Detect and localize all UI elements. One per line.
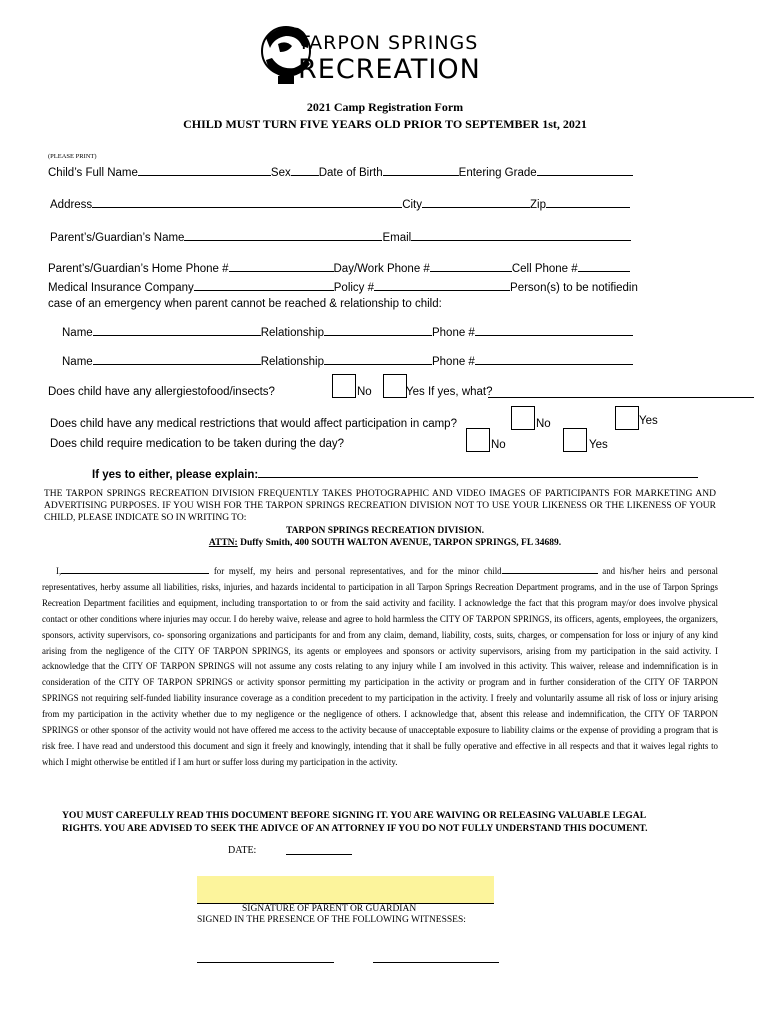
attn-address: Duffy Smith, 400 SOUTH WALTON AVENUE, TARPON SPRINGS, FL 34689. bbox=[237, 538, 562, 548]
home-phone-field[interactable] bbox=[229, 260, 334, 272]
address-row bbox=[50, 196, 630, 211]
medication-question: Does child require medication to be taken during the day? bbox=[50, 438, 345, 450]
contact-phone-label: Phone # bbox=[431, 327, 475, 339]
cell-phone-field[interactable] bbox=[578, 260, 630, 272]
contact-phone-field[interactable] bbox=[475, 353, 633, 365]
contact-row-2 bbox=[62, 353, 633, 368]
medication-yes-label: Yes bbox=[589, 439, 608, 451]
contact-phone-label: Phone # bbox=[431, 356, 475, 368]
medication-no-checkbox[interactable] bbox=[466, 428, 490, 452]
logo-line2: RECREATION bbox=[298, 54, 481, 85]
zip-label: Zip bbox=[530, 199, 546, 211]
explain-field[interactable] bbox=[258, 466, 698, 478]
allergies-no-checkbox[interactable] bbox=[332, 374, 356, 398]
city-label: City bbox=[402, 199, 422, 211]
witness-label: SIGNED IN THE PRESENCE OF THE FOLLOWING WITNESSES: bbox=[197, 915, 466, 925]
contact-phone-field[interactable] bbox=[475, 324, 633, 336]
policy-field[interactable] bbox=[374, 279, 510, 291]
allergies-yes-checkbox[interactable] bbox=[383, 374, 407, 398]
emergency-note: case of an emergency when parent cannot be reached & relationship to child: bbox=[48, 298, 442, 310]
insurance-label: Medical Insurance Company bbox=[48, 282, 194, 294]
signature-field[interactable] bbox=[197, 876, 494, 904]
waiver-child-field[interactable] bbox=[502, 564, 598, 574]
allergies-no-label: No bbox=[357, 386, 372, 398]
guardian-name-field[interactable] bbox=[184, 229, 382, 241]
notice-attn bbox=[0, 537, 770, 549]
please-print-label: (PLEASE PRINT) bbox=[48, 153, 97, 160]
address-field[interactable] bbox=[92, 196, 402, 208]
witness-2-field[interactable] bbox=[373, 962, 499, 963]
allergies-question: Does child have any allergiestofood/insects? bbox=[48, 386, 275, 398]
explain-row bbox=[92, 466, 698, 481]
waiver-part1: for myself, my heirs and personal representatives, and for the minor child bbox=[213, 566, 502, 576]
work-phone-field[interactable] bbox=[430, 260, 512, 272]
guardian-name-label: Parent’s/Guardian’s Name bbox=[50, 232, 185, 244]
form-subtitle: CHILD MUST TURN FIVE YEARS OLD PRIOR TO SEPTEMBER 1st, 2021 bbox=[183, 117, 587, 131]
child-info-row bbox=[48, 164, 633, 179]
contact-name-label: Name bbox=[62, 356, 93, 368]
cell-phone-label: Cell Phone # bbox=[511, 263, 578, 275]
medication-no-label: No bbox=[491, 439, 506, 451]
address-label: Address bbox=[50, 199, 93, 211]
date-field[interactable] bbox=[286, 854, 352, 855]
insurance-row bbox=[48, 279, 638, 294]
home-phone-label: Parent’s/Guardian’s Home Phone # bbox=[48, 263, 229, 275]
dob-field[interactable] bbox=[383, 164, 459, 176]
city-field[interactable] bbox=[422, 196, 530, 208]
notify-label: Person(s) to be notifiedin bbox=[510, 282, 638, 294]
zip-field[interactable] bbox=[546, 196, 630, 208]
allergies-field[interactable] bbox=[488, 397, 754, 398]
dob-label: Date of Birth bbox=[318, 167, 383, 179]
waiver-name-field[interactable] bbox=[61, 564, 209, 574]
allergies-yes-label: Yes If yes, what? bbox=[406, 386, 493, 398]
explain-label: If yes to either, please explain: bbox=[92, 469, 259, 481]
medical-yes-label: Yes bbox=[639, 415, 658, 427]
sex-label: Sex bbox=[270, 167, 291, 179]
date-label: DATE: bbox=[228, 845, 257, 856]
guardian-row bbox=[50, 229, 631, 244]
waiver-intro: I, bbox=[56, 566, 62, 576]
form-title: 2021 Camp Registration Form bbox=[306, 100, 464, 114]
logo bbox=[258, 18, 498, 88]
contact-relationship-field[interactable] bbox=[324, 353, 432, 365]
medical-yes-checkbox[interactable] bbox=[615, 406, 639, 430]
witness-1-field[interactable] bbox=[197, 962, 334, 963]
notice-division: TARPON SPRINGS RECREATION DIVISION. bbox=[285, 526, 485, 536]
waiver-body: and his/her heirs and personal representatives, herby assume all liabilities, risks, injuries, and hazards incidental to participation in all Tarpon Springs Recreation Department programs, and in the use of Tarpon Springs Recreation Department facilities and equipment, including transportation to or from the said activity and facility. I acknowledge the fact that this program may/or does involve physical contact or other conditions where injuries may occur. I do hereby waive, release and agree to hold harmless the CITY OF TARPON SPRINGS, its officers, agents, employees, the organizers, sponsors, activity supervisors, co- sponsoring organizations and participants for and from any claim, demand, liability, costs, suits, charges, or compensation for loss or injury of any kind arising from the negligence of the CITY OF TARPON SPRINGS, its agents or employees and sponsors or activity supervisors, arising from my participation in the said activity. I acknowledge that the CITY OF TARPON SPRINGS will not assume any costs relating to any injury while I am involved in this activity. This waiver, release and indemnification is in consideration of the CITY OF TARPON SPRINGS or activity sponsor permitting my participation in the activity or program and in further consideration of the CITY OF TARPON SPRINGS not requiring self-funded liability insurance coverage as a condition precedent to my participation in the activity. I freely and voluntarily assume all risk of loss or injury arising from my participation in the activity whether due to my negligence or the negligence of others. I acknowledge that, absent this release and indemnification, the CITY OF TARPON SPRINGS or other sponsor of the activity would not have offered me access to the activity because of unacceptable exposure to liability claims or the expense of providing a program that is risk free. I have read and understood this document and sign it freely and knowingly, intending that it shall be fully operative and effective in all respects and that it waives legal rights to which I might otherwise be entitled if I am hurt or suffer loss during my participation in the activity. bbox=[42, 566, 718, 767]
logo-line1: TARPON SPRINGS bbox=[298, 32, 479, 54]
medical-no-checkbox[interactable] bbox=[511, 406, 535, 430]
waiver-paragraph bbox=[42, 564, 718, 771]
email-field[interactable] bbox=[411, 229, 631, 241]
contact-relationship-label: Relationship bbox=[260, 356, 324, 368]
child-name-field[interactable] bbox=[138, 164, 271, 176]
warning-line1: YOU MUST CAREFULLY READ THIS DOCUMENT BEFORE SIGNING IT. YOU ARE WAIVING OR RELEASING VALUABLE LEGAL bbox=[62, 810, 647, 821]
child-name-label: Child’s Full Name bbox=[48, 167, 138, 179]
contact-name-field[interactable] bbox=[93, 324, 261, 336]
contact-relationship-field[interactable] bbox=[324, 324, 432, 336]
medication-yes-checkbox[interactable] bbox=[563, 428, 587, 452]
medical-no-label: No bbox=[536, 418, 551, 430]
contact-relationship-label: Relationship bbox=[260, 327, 324, 339]
work-phone-label: Day/Work Phone # bbox=[333, 263, 430, 275]
contact-row-1 bbox=[62, 324, 633, 339]
sex-field[interactable] bbox=[291, 164, 319, 176]
attn-label: ATTN: bbox=[208, 538, 238, 548]
signature-label: SIGNATURE OF PARENT OR GUARDIAN bbox=[242, 904, 417, 914]
photo-notice: THE TARPON SPRINGS RECREATION DIVISION FREQUENTLY TAKES PHOTOGRAPHIC AND VIDEO IMAGES OF PARTICIPANTS FOR MARKETING AND ADVERTISING PURPOSES. IF YOU WISH FOR THE TARPON SPRINGS RECREATION DIVISION NOT TO USE YOUR LIKENESS OR THE LIKENESS OF YOUR CHILD, PLEASE INDICATE SO IN WRITING TO: bbox=[44, 489, 716, 523]
warning-line2: RIGHTS. YOU ARE ADVISED TO SEEK THE ADIVCE OF AN ATTORNEY IF YOU DO NOT FULLY UNDERSTAND THIS DOCUMENT. bbox=[62, 823, 648, 834]
grade-label: Entering Grade bbox=[458, 167, 537, 179]
medical-question: Does child have any medical restrictions that would affect participation in camp? bbox=[50, 418, 457, 430]
contact-name-label: Name bbox=[62, 327, 93, 339]
policy-label: Policy # bbox=[333, 282, 375, 294]
phone-row bbox=[48, 260, 630, 275]
contact-name-field[interactable] bbox=[93, 353, 261, 365]
insurance-field[interactable] bbox=[194, 279, 334, 291]
grade-field[interactable] bbox=[537, 164, 633, 176]
email-label: Email bbox=[382, 232, 412, 244]
